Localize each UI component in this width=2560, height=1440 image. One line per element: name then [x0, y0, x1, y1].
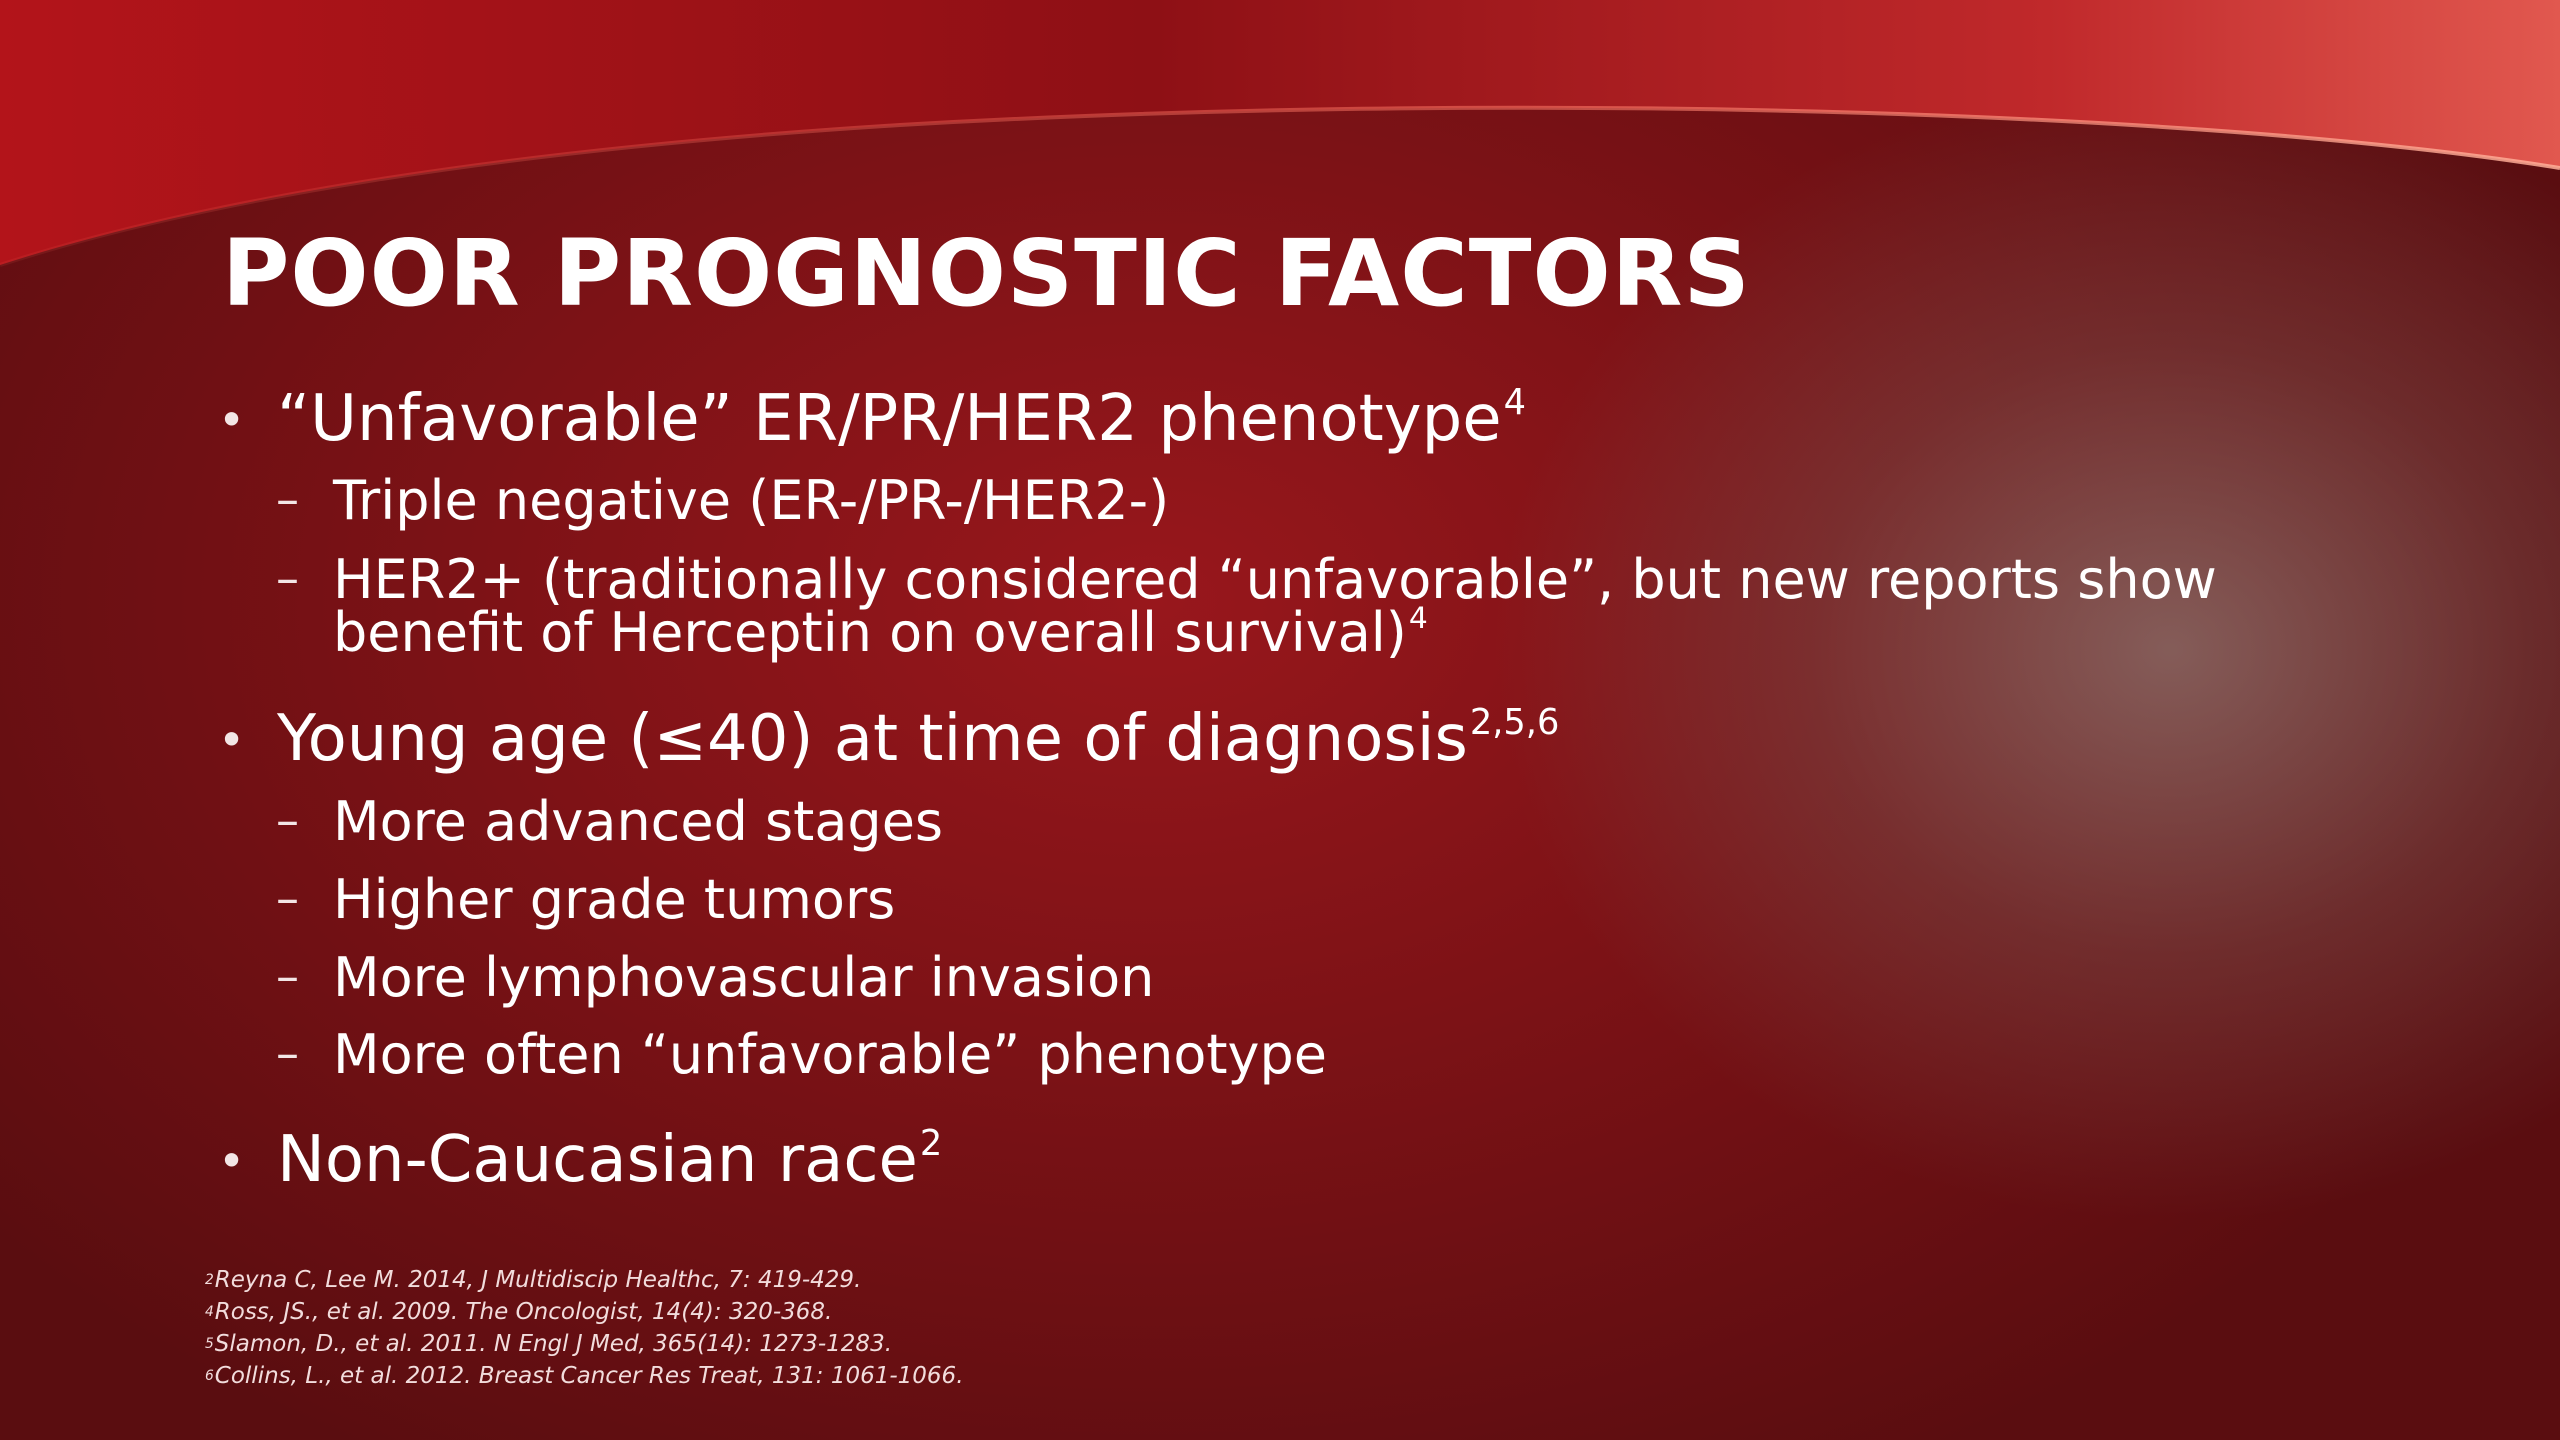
- reference-number: 4: [205, 1304, 214, 1320]
- sub-bullet-dash: –: [276, 949, 299, 1003]
- sub-bullet-text: More often “unfavorable” phenotype: [333, 1023, 1327, 1086]
- bullet-dot: •: [218, 713, 246, 767]
- sub-bullet-dash: –: [276, 871, 299, 925]
- reference-item: [205, 1296, 964, 1328]
- sub-bullet-dash: –: [276, 793, 299, 847]
- bullet-text: Young age (≤40) at time of diagnosis: [277, 702, 1468, 776]
- reference-text: Ross, JS., et al. 2009. The Oncologist, 14(4): 320-368.: [214, 1299, 833, 1325]
- bullet-dot: •: [218, 393, 246, 447]
- reference-item: [205, 1360, 964, 1392]
- sub-bullet-text: benefit of Herceptin on overall survival): [333, 601, 1407, 664]
- citation-superscript: 2,5,6: [1469, 702, 1560, 743]
- sub-bullet-dash: –: [276, 472, 299, 526]
- reference-number: 2: [205, 1272, 214, 1288]
- citation-superscript: 2: [919, 1123, 943, 1164]
- sub-bullet-text: Triple negative (ER-/PR-/HER2-): [333, 469, 1170, 532]
- reference-text: Slamon, D., et al. 2011. N Engl J Med, 365(14): 1273-1283.: [214, 1331, 893, 1357]
- reference-number: 6: [205, 1368, 214, 1384]
- bullet-text: “Unfavorable” ER/PR/HER2 phenotype: [277, 382, 1502, 456]
- sub-bullet-dash: –: [276, 551, 299, 605]
- reference-item: [205, 1264, 964, 1296]
- citation-superscript: 4: [1408, 601, 1428, 636]
- sub-bullet-dash: –: [276, 1026, 299, 1080]
- bullet-dot: •: [218, 1134, 246, 1188]
- reference-item: [205, 1328, 964, 1360]
- citation-superscript: 4: [1503, 382, 1526, 423]
- slide-title: POOR PROGNOSTIC FACTORS: [222, 220, 1751, 327]
- bullet-text: Non-Caucasian race: [277, 1123, 918, 1197]
- sub-bullet-text: Higher grade tumors: [333, 868, 896, 931]
- sub-bullet-text: More advanced stages: [333, 790, 944, 853]
- sub-bullet-text: More lymphovascular invasion: [333, 946, 1155, 1009]
- reference-text: Collins, L., et al. 2012. Breast Cancer Res Treat, 131: 1061-1066.: [214, 1363, 964, 1389]
- references: [205, 1264, 964, 1392]
- reference-number: 5: [205, 1336, 214, 1352]
- sub-bullet-text: HER2+ (traditionally considered “unfavorable”, but new reports show: [333, 548, 2217, 611]
- reference-text: Reyna C, Lee M. 2014, J Multidiscip Healthc, 7: 419-429.: [214, 1267, 862, 1293]
